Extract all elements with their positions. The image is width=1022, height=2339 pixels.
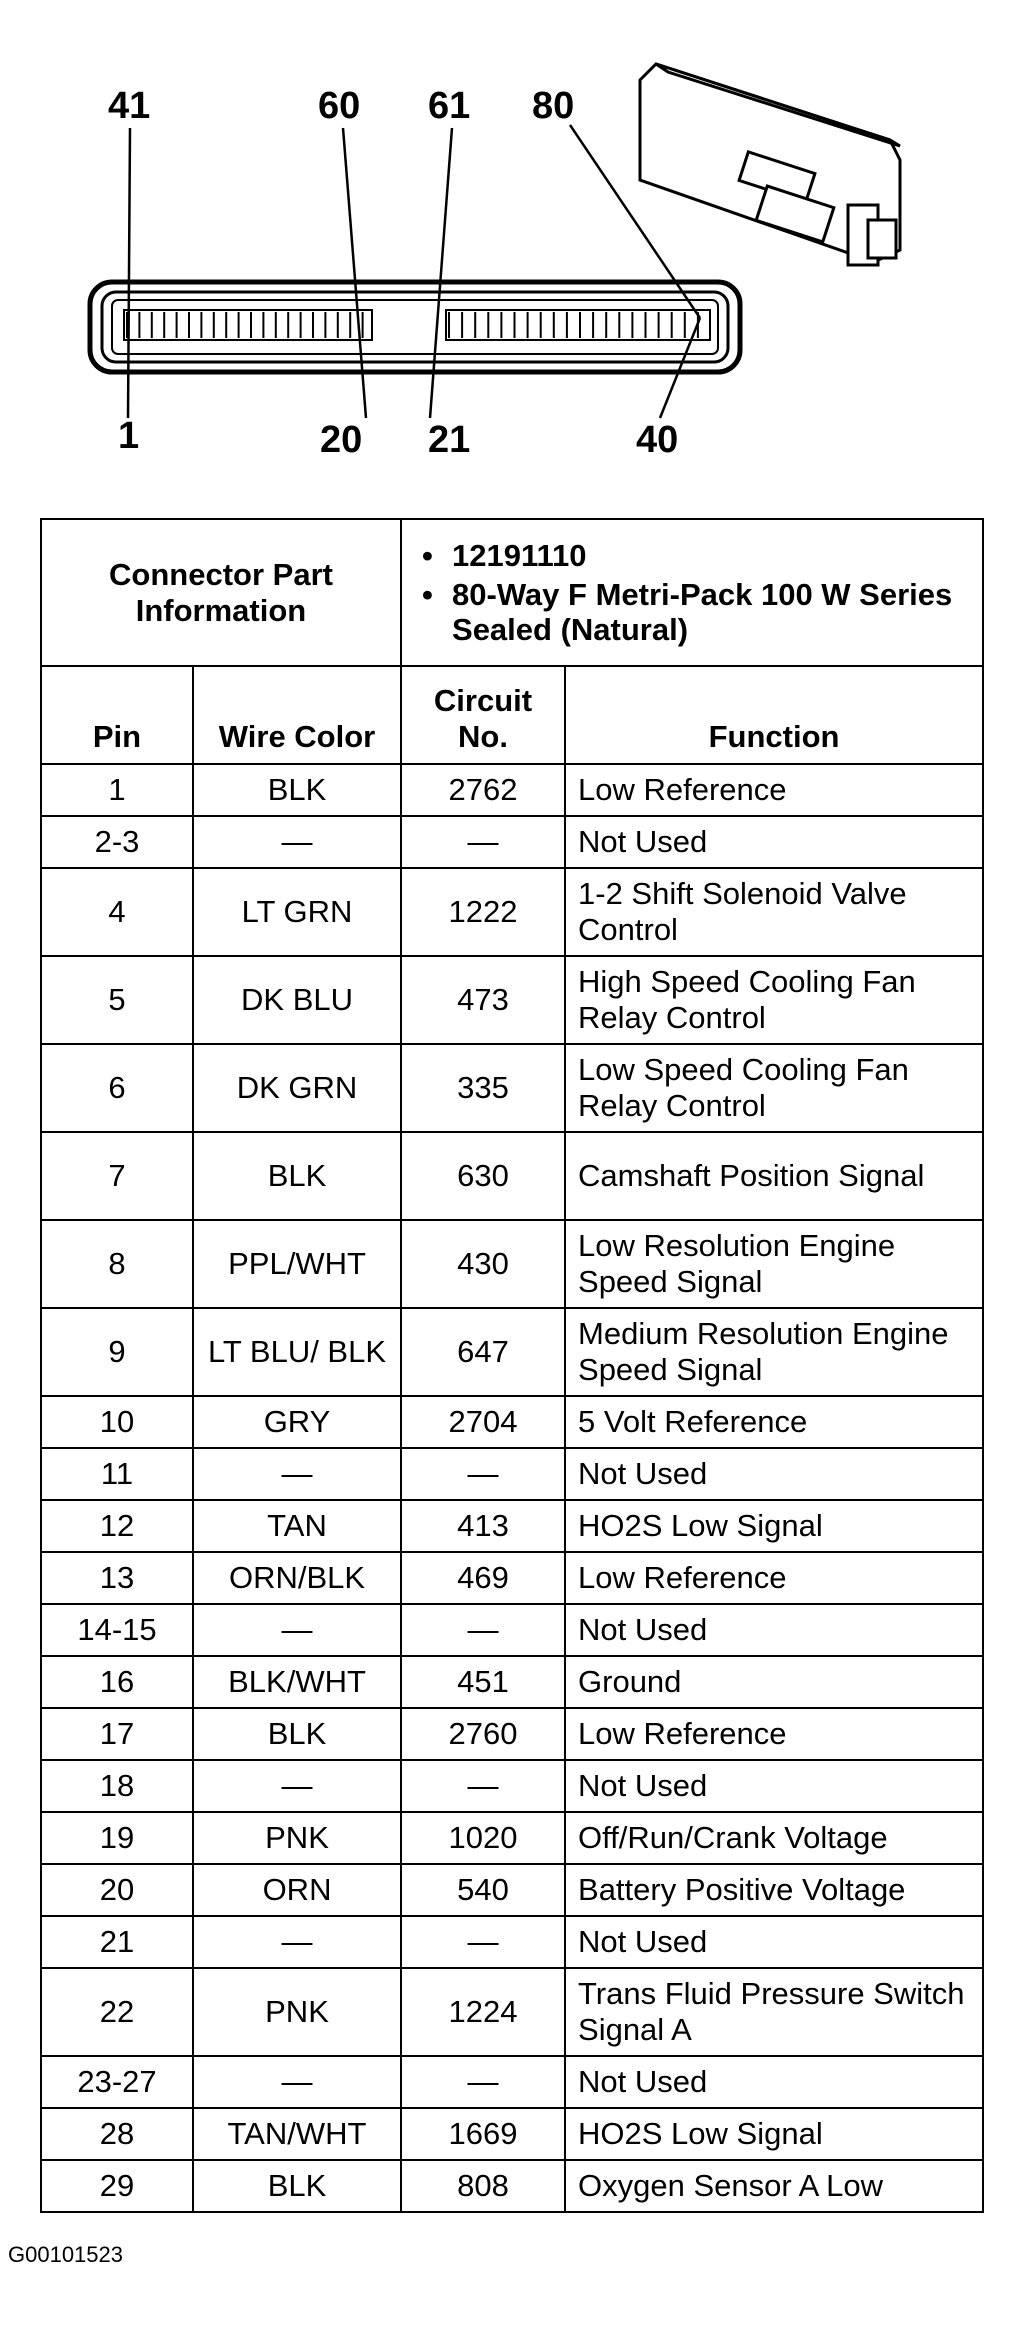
circuit-cell: 413 [401,1500,565,1552]
function-cell: Ground [565,1656,983,1708]
circuit-cell: 1224 [401,1968,565,2056]
pin-cell: 28 [41,2108,193,2160]
wire-color-cell: LT GRN [193,868,401,956]
circuit-cell: 2704 [401,1396,565,1448]
circuit-cell: — [401,1604,565,1656]
function-cell: Not Used [565,1916,983,1968]
wire-color-cell: BLK [193,1708,401,1760]
wire-color-cell: — [193,1604,401,1656]
function-cell: Not Used [565,2056,983,2108]
circuit-cell: — [401,2056,565,2108]
pin-label-1: 1 [118,415,140,457]
function-cell: Trans Fluid Pressure Switch Signal A [565,1968,983,2056]
column-header-row [41,666,983,764]
part-info-label: Connector Part Information [41,519,401,666]
function-cell: HO2S Low Signal [565,2108,983,2160]
wire-color-cell: PNK [193,1812,401,1864]
wire-color-cell: LT BLU/ BLK [193,1308,401,1396]
pin-cell: 10 [41,1396,193,1448]
table-row [41,1604,983,1656]
wire-color-cell: GRY [193,1396,401,1448]
pin-cell: 12 [41,1500,193,1552]
function-cell: Low Reference [565,764,983,816]
circuit-cell: 335 [401,1044,565,1132]
table-row [41,2056,983,2108]
wire-color-cell: ORN/BLK [193,1552,401,1604]
pin-cell: 1 [41,764,193,816]
pin-cell: 8 [41,1220,193,1308]
table-row [41,956,983,1044]
table-row [41,1968,983,2056]
function-cell: Off/Run/Crank Voltage [565,1812,983,1864]
wire-color-cell: PPL/WHT [193,1220,401,1308]
table-row [41,1448,983,1500]
circuit-cell: 430 [401,1220,565,1308]
column-header-circuit-no: Circuit No. [401,666,565,764]
connector-face [90,282,740,372]
table-row [41,1916,983,1968]
wire-color-cell: BLK [193,1132,401,1220]
pin-cell: 14-15 [41,1604,193,1656]
pin-cell: 2-3 [41,816,193,868]
table-row [41,868,983,956]
table-row [41,1308,983,1396]
table-row [41,816,983,868]
part-info-row [41,519,983,666]
pin-cell: 20 [41,1864,193,1916]
function-cell: Medium Resolution Engine Speed Signal [565,1308,983,1396]
table-row [41,1044,983,1132]
table-row [41,1864,983,1916]
pin-cell: 7 [41,1132,193,1220]
function-cell: Not Used [565,1760,983,1812]
wire-color-cell: BLK [193,2160,401,2212]
pin-label-20: 20 [320,419,363,461]
function-cell: Not Used [565,1604,983,1656]
circuit-cell: — [401,1916,565,1968]
table-row [41,2108,983,2160]
wire-color-cell: — [193,816,401,868]
pin-label-60: 60 [318,85,361,127]
pin-cell: 21 [41,1916,193,1968]
pin-cell: 17 [41,1708,193,1760]
wire-color-cell: — [193,1916,401,1968]
circuit-cell: 1669 [401,2108,565,2160]
pin-cell: 23-27 [41,2056,193,2108]
circuit-cell: 1222 [401,868,565,956]
pin-cell: 22 [41,1968,193,2056]
circuit-cell: 469 [401,1552,565,1604]
circuit-cell: 451 [401,1656,565,1708]
pin-cell: 29 [41,2160,193,2212]
part-info-items [401,519,983,666]
function-cell: Not Used [565,816,983,868]
wire-color-cell: BLK/WHT [193,1656,401,1708]
figure-id: G00101523 [8,2242,123,2267]
function-cell: Low Speed Cooling Fan Relay Control [565,1044,983,1132]
table-row [41,1812,983,1864]
table-row [41,1760,983,1812]
pin-label-41: 41 [108,85,151,127]
circuit-cell: 473 [401,956,565,1044]
connector-pinout-table [40,518,984,2213]
column-header-function: Function [565,666,983,764]
column-header-pin: Pin [41,666,193,764]
pin-label-40: 40 [636,419,679,461]
pin-cell: 18 [41,1760,193,1812]
connector-description: • 80-Way F Metri-Pack 100 W Series Sealed (Natural) [422,577,970,647]
column-header-wire-color: Wire Color [193,666,401,764]
pin-label-80: 80 [532,85,575,127]
connector-diagram [0,0,1022,480]
pin-cell: 4 [41,868,193,956]
wire-color-cell: TAN [193,1500,401,1552]
wire-color-cell: — [193,2056,401,2108]
function-cell: Low Resolution Engine Speed Signal [565,1220,983,1308]
circuit-cell: — [401,1760,565,1812]
table-row [41,1552,983,1604]
pin-label-21: 21 [428,419,471,461]
wire-color-cell: DK BLU [193,956,401,1044]
circuit-cell: 808 [401,2160,565,2212]
wire-color-cell: DK GRN [193,1044,401,1132]
table-row [41,1132,983,1220]
circuit-cell: 647 [401,1308,565,1396]
wire-color-cell: BLK [193,764,401,816]
pin-cell: 19 [41,1812,193,1864]
circuit-cell: 540 [401,1864,565,1916]
circuit-cell: 1020 [401,1812,565,1864]
table-row [41,1396,983,1448]
function-cell: 5 Volt Reference [565,1396,983,1448]
table-row [41,1656,983,1708]
function-cell: Low Reference [565,1552,983,1604]
pin-cell: 13 [41,1552,193,1604]
function-cell: Battery Positive Voltage [565,1864,983,1916]
table-row [41,1708,983,1760]
table-row [41,1220,983,1308]
circuit-cell: 2762 [401,764,565,816]
wire-color-cell: TAN/WHT [193,2108,401,2160]
pin-cell: 16 [41,1656,193,1708]
pin-cell: 11 [41,1448,193,1500]
wire-color-cell: ORN [193,1864,401,1916]
circuit-cell: 2760 [401,1708,565,1760]
function-cell: HO2S Low Signal [565,1500,983,1552]
connector-side-view [640,64,900,265]
wire-color-cell: — [193,1448,401,1500]
table-row [41,1500,983,1552]
function-cell: High Speed Cooling Fan Relay Control [565,956,983,1044]
function-cell: Low Reference [565,1708,983,1760]
circuit-cell: — [401,816,565,868]
pin-cell: 5 [41,956,193,1044]
pin-cell: 9 [41,1308,193,1396]
function-cell: 1-2 Shift Solenoid Valve Control [565,868,983,956]
wire-color-cell: — [193,1760,401,1812]
circuit-cell: — [401,1448,565,1500]
function-cell: Camshaft Position Signal [565,1132,983,1220]
circuit-cell: 630 [401,1132,565,1220]
table-row [41,2160,983,2212]
function-cell: Not Used [565,1448,983,1500]
function-cell: Oxygen Sensor A Low [565,2160,983,2212]
pin-label-61: 61 [428,85,471,127]
pin-cell: 6 [41,1044,193,1132]
table-row [41,764,983,816]
wire-color-cell: PNK [193,1968,401,2056]
part-number: • 12191110 [422,538,970,573]
